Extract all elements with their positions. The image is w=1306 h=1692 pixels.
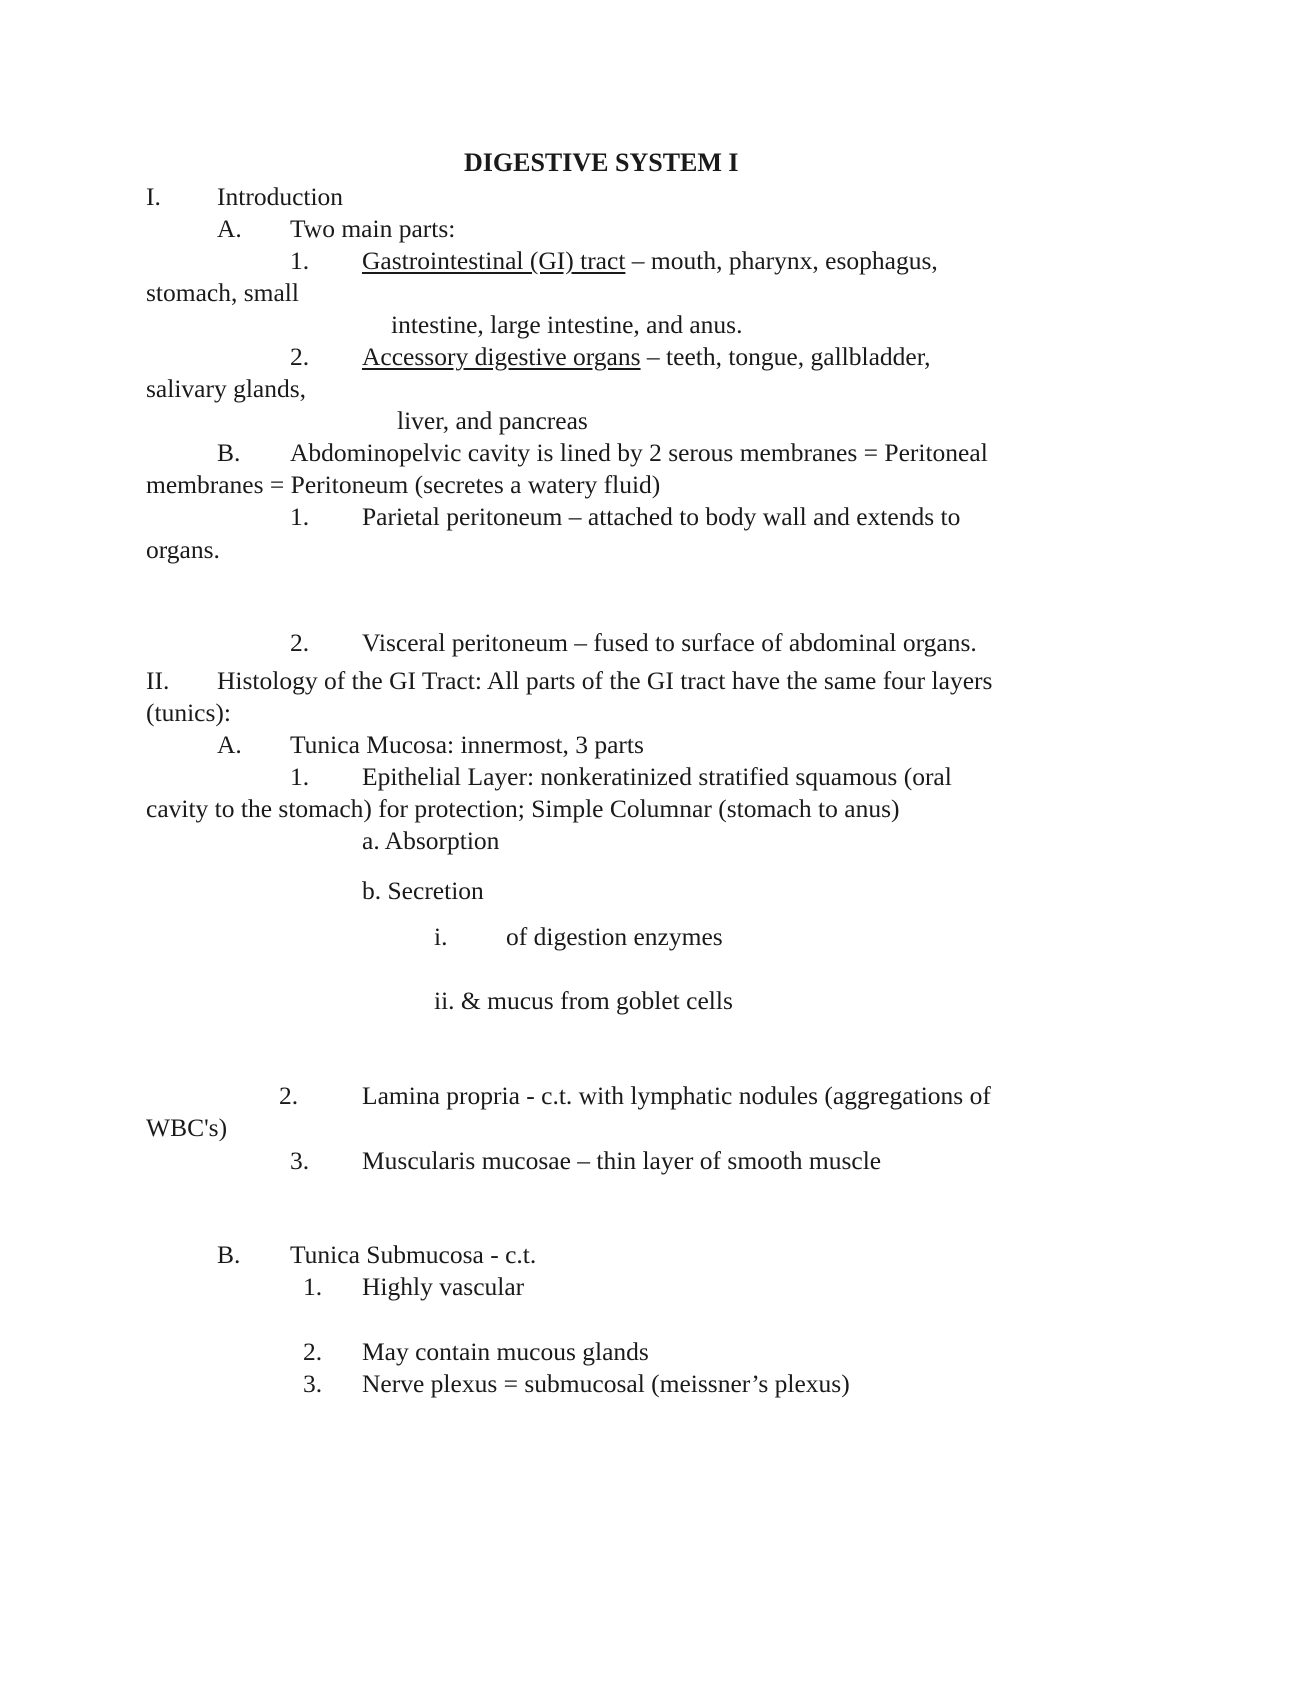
section-2-a-text: Tunica Mucosa: innermost, 3 parts <box>290 730 644 759</box>
section-1-a-1-marker: 1. <box>290 246 310 275</box>
subitem-secretion: b. Secretion <box>362 876 484 905</box>
section-2-b-2-marker: 2. <box>303 1337 323 1366</box>
section-2-marker: II. <box>146 666 170 695</box>
section-1-a-2-wrap-1: salivary glands, <box>146 374 307 403</box>
section-1-a-2-marker: 2. <box>290 342 310 371</box>
section-1-a-2-line <box>362 342 931 372</box>
gi-tract-term: Gastrointestinal (GI) tract <box>362 246 626 275</box>
section-1-a-marker: A. <box>217 214 242 243</box>
section-2-heading-wrap: (tunics): <box>146 698 231 727</box>
section-2-a-1-text: Epithelial Layer: nonkeratinized stratified squamous (oral <box>362 762 952 791</box>
section-2-a-1-marker: 1. <box>290 762 310 791</box>
section-1-b-marker: B. <box>217 438 241 467</box>
accessory-organs-description: – teeth, tongue, gallbladder, <box>640 342 931 371</box>
section-2-heading: Histology of the GI Tract: All parts of the GI tract have the same four layers <box>217 666 993 695</box>
section-1-a-text: Two main parts: <box>290 214 456 243</box>
section-2-b-3-marker: 3. <box>303 1369 323 1398</box>
section-2-a-2-wrap: WBC's) <box>146 1113 228 1142</box>
section-2-b-2-text: May contain mucous glands <box>362 1337 649 1366</box>
section-2-a-1-wrap: cavity to the stomach) for protection; Simple Columnar (stomach to anus) <box>146 794 900 823</box>
section-1-a-1-wrap-1: stomach, small <box>146 278 299 307</box>
section-2-b-marker: B. <box>217 1240 241 1269</box>
section-1-b-2-text: Visceral peritoneum – fused to surface of abdominal organs. <box>362 628 977 657</box>
section-1-a-1-wrap-2: intestine, large intestine, and anus. <box>391 310 743 339</box>
section-2-a-marker: A. <box>217 730 242 759</box>
section-2-a-3-marker: 3. <box>290 1146 310 1175</box>
section-1-a-2-wrap-2: liver, and pancreas <box>397 406 588 435</box>
section-1-marker: I. <box>146 182 161 211</box>
section-1-b-1-text: Parietal peritoneum – attached to body wall and extends to <box>362 502 961 531</box>
section-1-b-text: Abdominopelvic cavity is lined by 2 serous membranes = Peritoneal <box>290 438 988 467</box>
accessory-organs-term: Accessory digestive organs <box>362 342 641 371</box>
section-2-b-3-text: Nerve plexus = submucosal (meissner’s plexus) <box>362 1369 850 1398</box>
section-1-a-1-line <box>362 246 938 276</box>
gi-tract-description: – mouth, pharynx, esophagus, <box>625 246 938 275</box>
section-2-a-3-text: Muscularis mucosae – thin layer of smooth muscle <box>362 1146 882 1175</box>
section-1-b-2-marker: 2. <box>290 628 310 657</box>
subitem-absorption: a. Absorption <box>362 826 500 855</box>
subitem-ii: ii. & mucus from goblet cells <box>434 986 733 1015</box>
section-1-b-1-marker: 1. <box>290 502 310 531</box>
section-2-a-2-text: Lamina propria - c.t. with lymphatic nodules (aggregations of <box>362 1081 991 1110</box>
section-1-heading: Introduction <box>217 182 344 211</box>
subitem-i-marker: i. <box>434 922 448 951</box>
section-2-a-2-marker: 2. <box>279 1081 299 1110</box>
document-title: DIGESTIVE SYSTEM I <box>464 148 739 177</box>
section-2-b-1-text: Highly vascular <box>362 1272 525 1301</box>
section-1-b-1-wrap: organs. <box>146 535 220 564</box>
section-1-b-wrap: membranes = Peritoneum (secretes a watery fluid) <box>146 470 661 499</box>
section-2-b-text: Tunica Submucosa - c.t. <box>290 1240 537 1269</box>
subitem-i-text: of digestion enzymes <box>506 922 723 951</box>
section-2-b-1-marker: 1. <box>303 1272 323 1301</box>
